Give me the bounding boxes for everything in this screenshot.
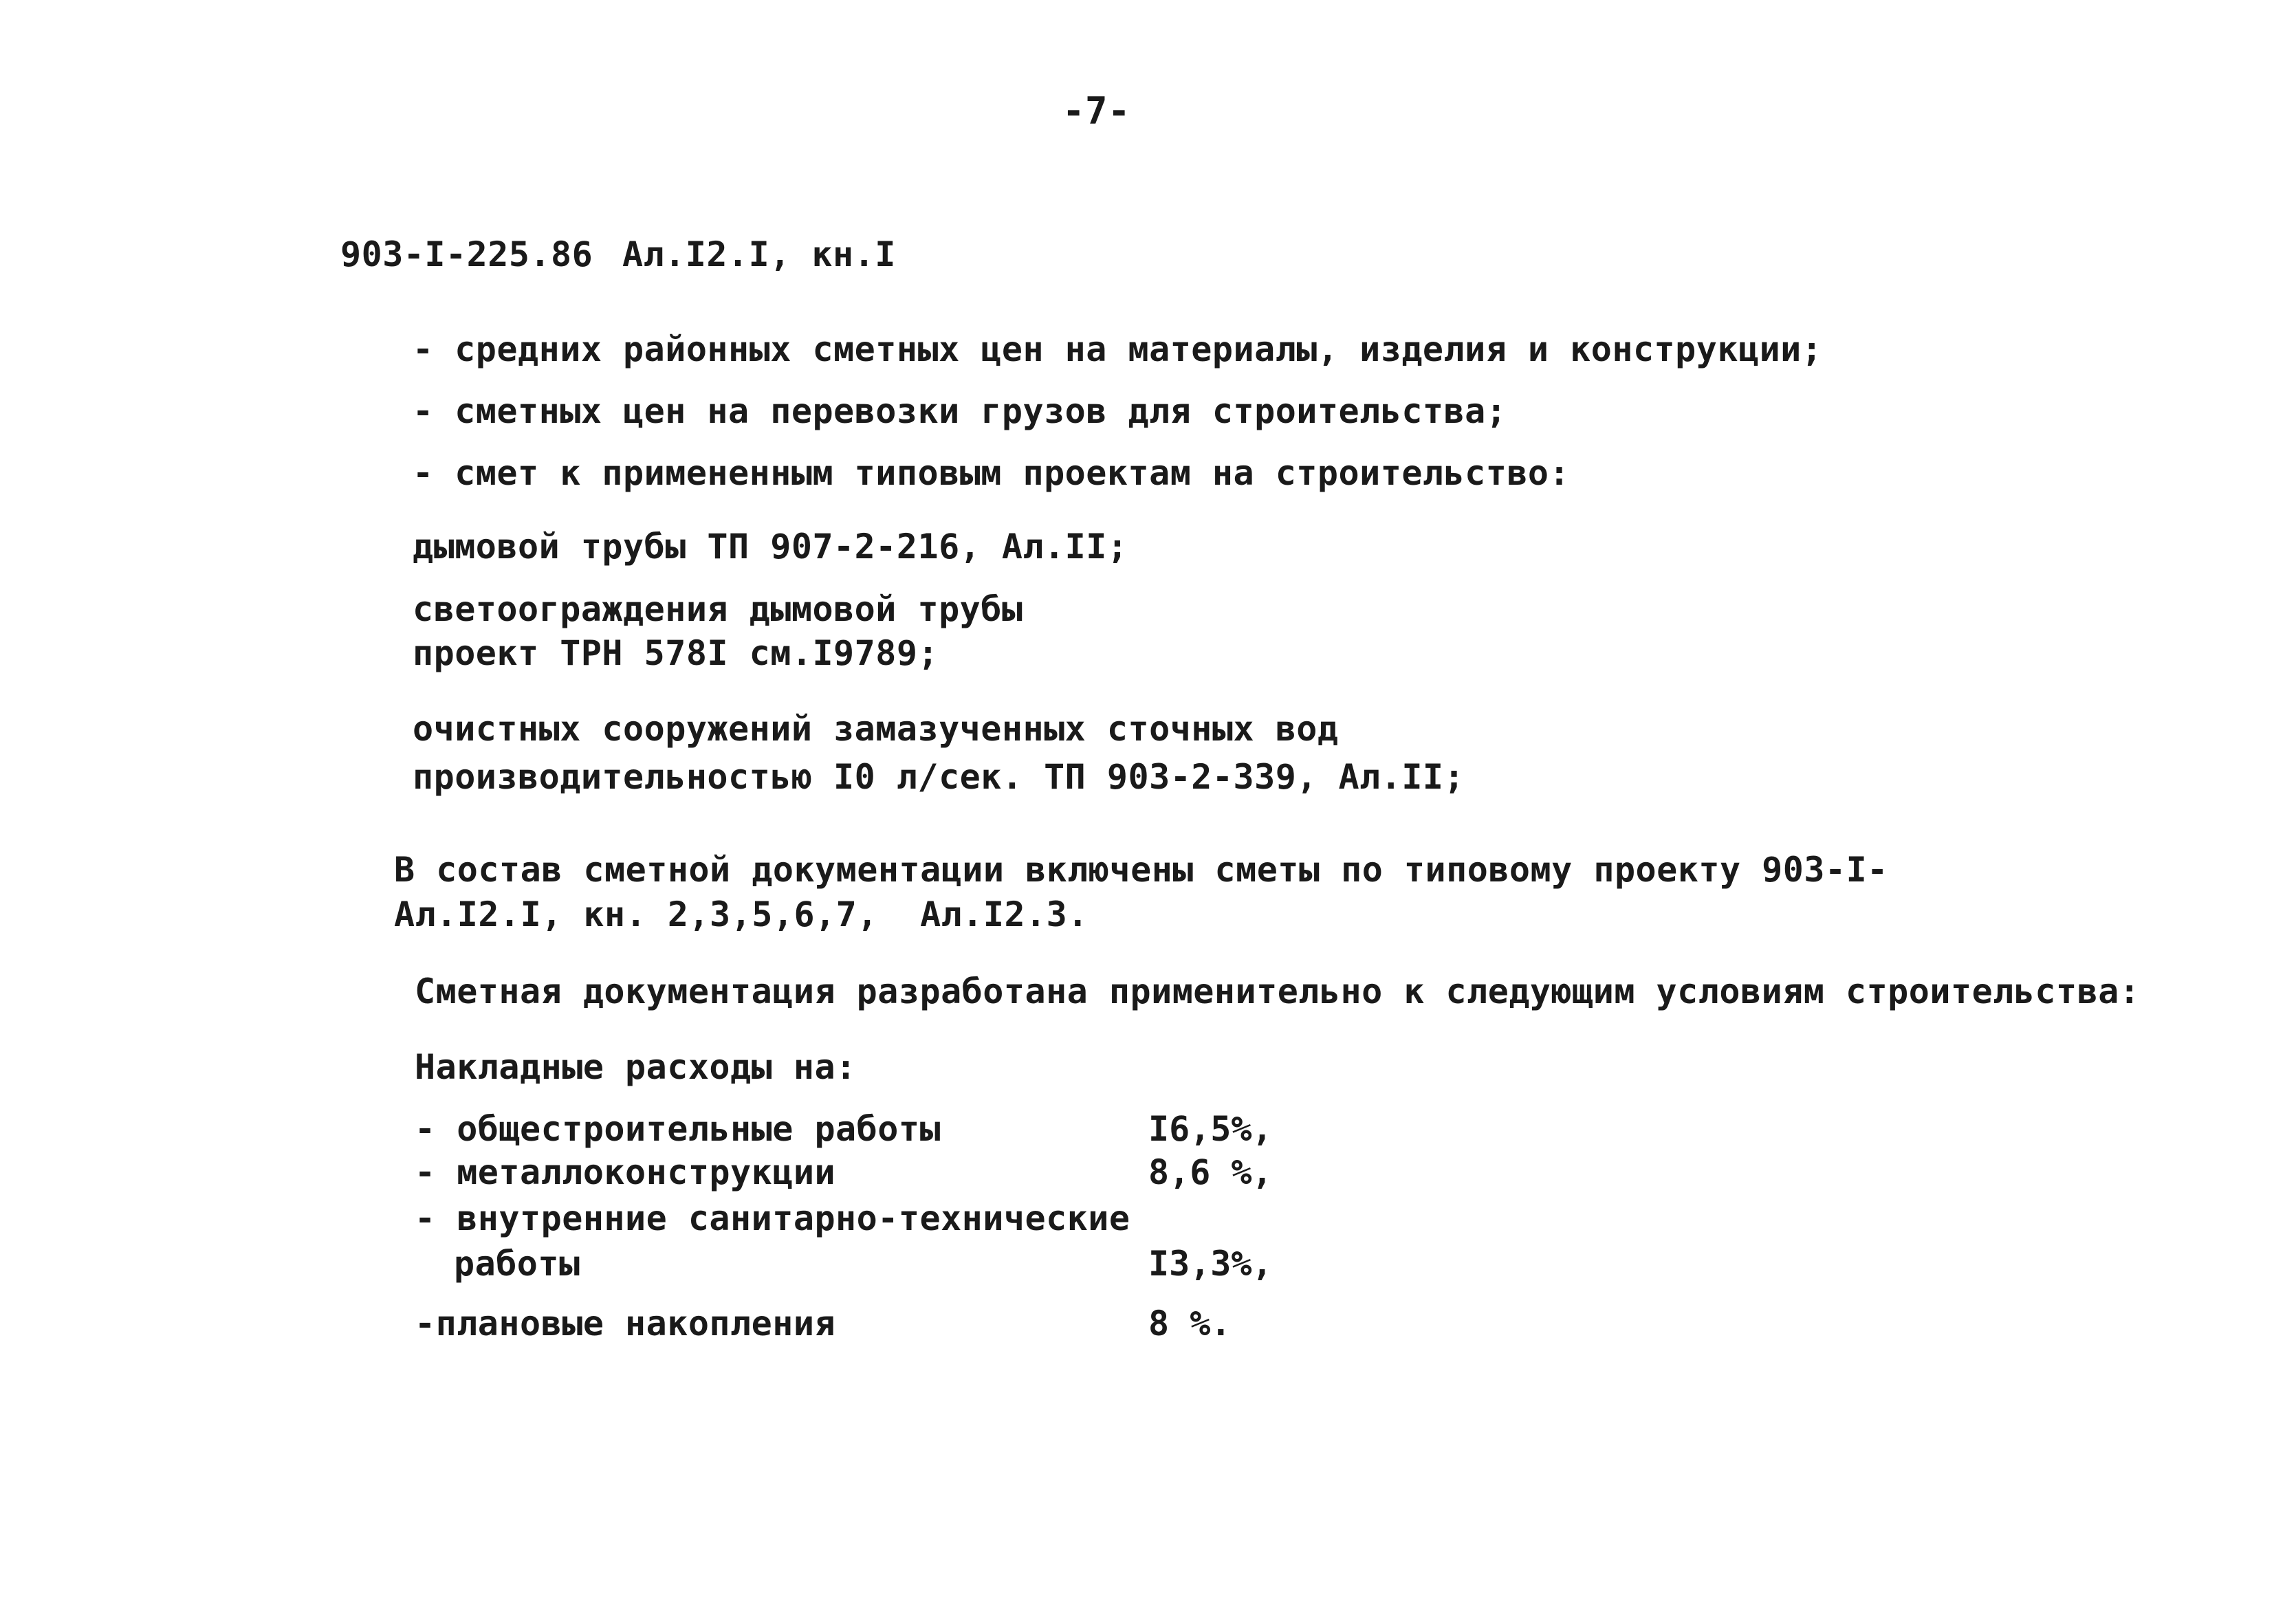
overhead-general-value: I6,5%, — [1148, 1109, 1273, 1149]
planned-savings-label: -плановые накопления — [415, 1304, 836, 1343]
overhead-sanitary-label-line1: - внутренние санитарно-технические — [415, 1198, 1130, 1238]
overhead-title: Накладные расходы на: — [415, 1047, 857, 1087]
overhead-general-label: - общестроительные работы — [415, 1109, 941, 1149]
planned-savings-value: 8 %. — [1148, 1304, 1232, 1343]
overhead-sanitary-value: I3,3%, — [1148, 1244, 1273, 1284]
project-lighting-line2: проект ТРН 578I см.I9789; — [413, 633, 939, 673]
source-item-transport-prices: - сметных цен на перевозки грузов для строительства; — [413, 391, 1507, 431]
project-chimney: дымовой трубы ТП 907-2-216, Ал.II; — [413, 527, 1128, 567]
overhead-sanitary-label-line2: работы — [454, 1244, 580, 1284]
project-treatment-line1: очистных сооружений замазученных сточных вод — [413, 709, 1339, 749]
album-reference: Ал.I2.I, кн.I — [622, 234, 896, 274]
composition-line2: Ал.I2.I, кн. 2,3,5,6,7, Ал.I2.3. — [394, 895, 1089, 934]
source-item-typical-projects: - смет к примененным типовым проектам на строительство: — [413, 453, 1571, 493]
source-item-regional-prices: - средних районных сметных цен на материалы, изделия и конструкции; — [413, 329, 1823, 369]
overhead-metal-label: - металлоконструкции — [415, 1152, 836, 1192]
project-lighting-line1: светоограждения дымовой трубы — [413, 589, 1023, 629]
document-code: 903-I-225.86 — [340, 234, 593, 274]
conditions-intro: Сметная документация разработана применительно к следующим условиям строительства: — [415, 972, 2141, 1011]
page-number: -7- — [1062, 89, 1131, 133]
composition-line1: В состав сметной документации включены сметы по типовому проекту 903-I- — [394, 850, 1888, 890]
overhead-metal-value: 8,6 %, — [1148, 1152, 1273, 1192]
project-treatment-line2: производительностью I0 л/сек. ТП 903-2-339, Ал.II; — [413, 757, 1465, 797]
